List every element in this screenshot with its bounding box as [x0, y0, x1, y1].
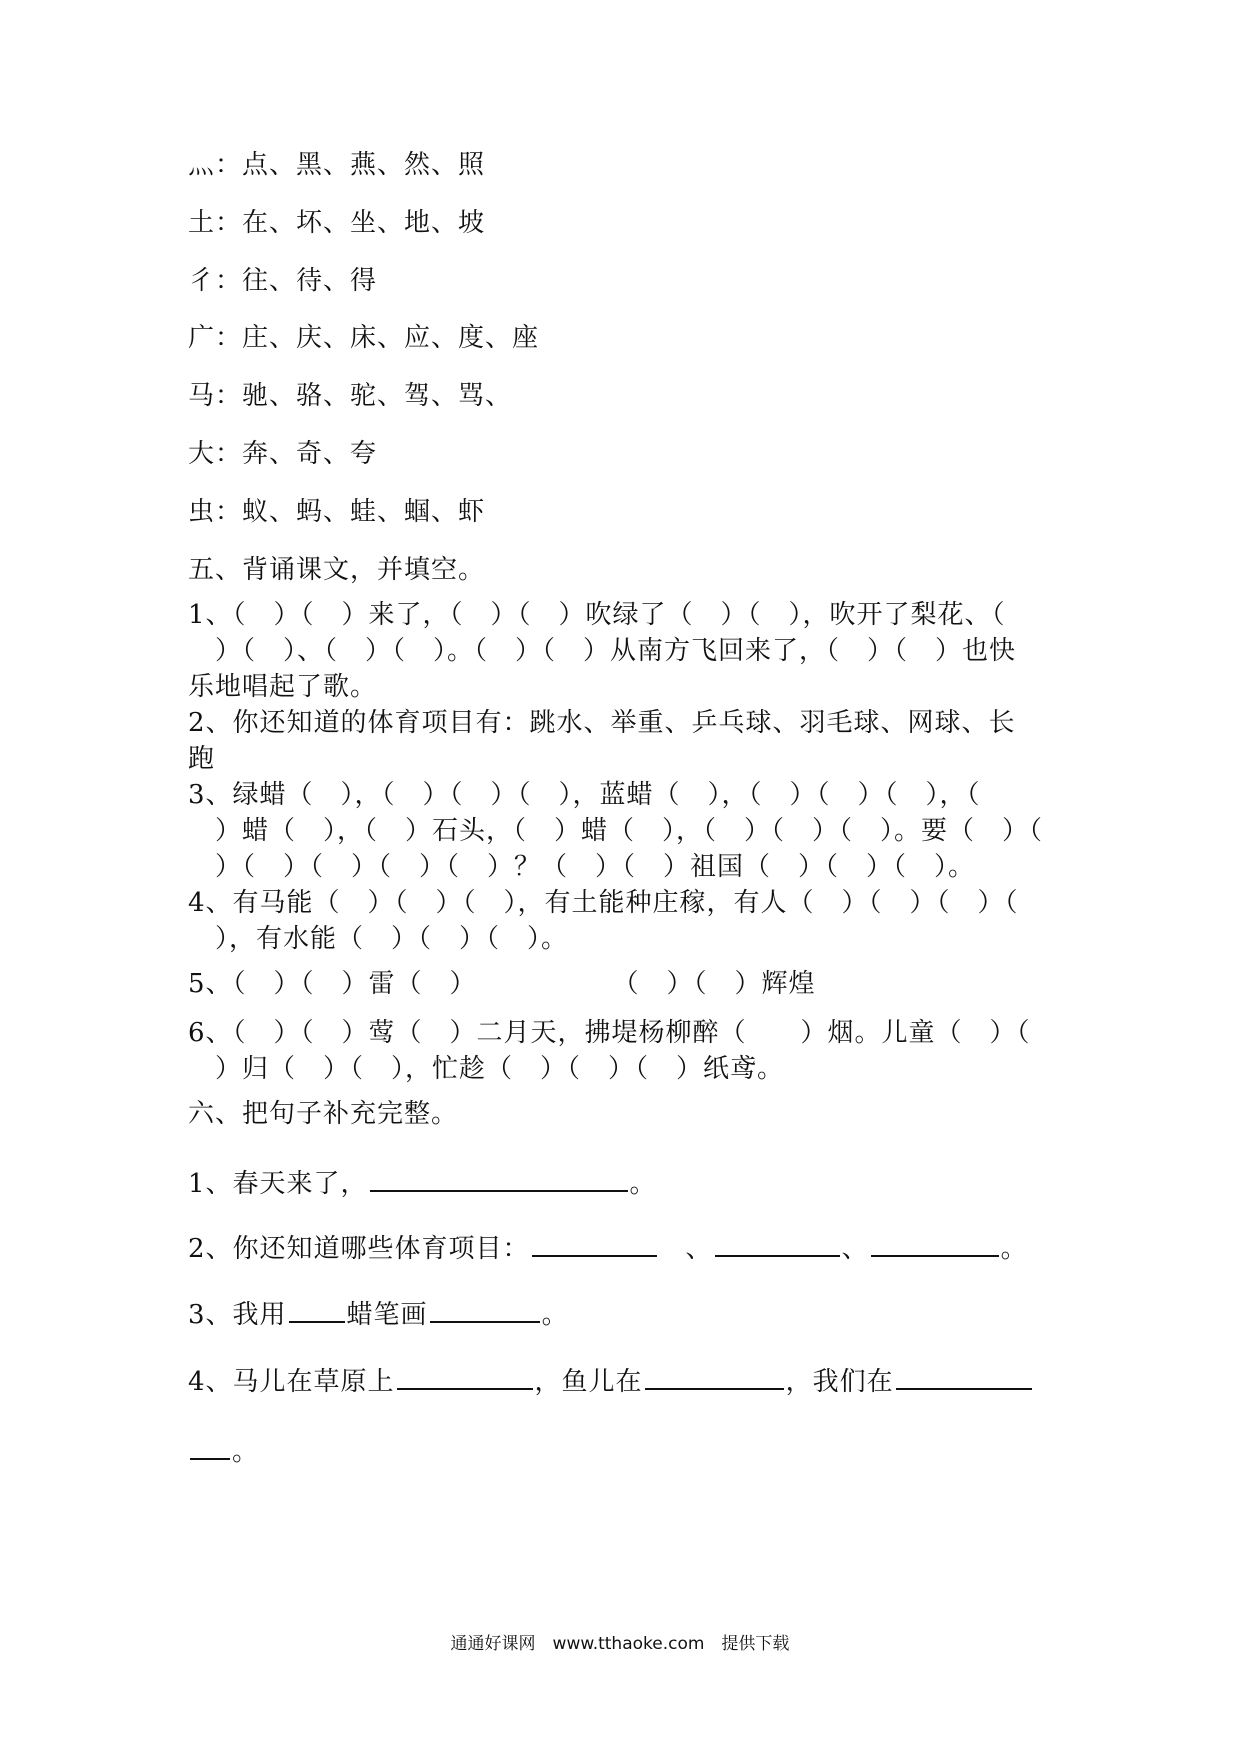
- answer-blank[interactable]: [289, 1295, 345, 1323]
- question-line: ）归（ ）（ ），忙趁（ ）（ ）（ ）纸鸢。: [188, 1054, 785, 1084]
- answer-blank[interactable]: [370, 1164, 628, 1192]
- section-title: 六、把句子补充完整。: [188, 1099, 459, 1129]
- answer-blank[interactable]: [896, 1362, 1032, 1390]
- question-line: ）（ ）（ ）（ ）（ ）？（ ）（ ）祖国（ ）（ ）（ ）。: [188, 852, 976, 882]
- radical-line: 虫：蚁、蚂、蛙、蝈、虾: [188, 497, 486, 527]
- sentence-text: 蜡笔画: [346, 1300, 428, 1330]
- radical-line: 彳：往、待、得: [188, 266, 378, 296]
- answer-blank[interactable]: [397, 1362, 533, 1390]
- sentence-text: 。: [1000, 1234, 1028, 1264]
- question-line: ）蜡（ ），（ ）石头，（ ）蜡（ ），（ ）（ ）（ ）。要（ ）（: [188, 816, 1044, 846]
- sentence-text: 1、春天来了，: [188, 1169, 368, 1199]
- radical-line: 大：奔、奇、夸: [188, 439, 378, 469]
- question-line: 跑: [188, 744, 216, 774]
- question-line: 6、（ ）（ ）莺（ ）二月天，拂堤杨柳醉（ ）烟。儿童（ ）（: [188, 1018, 1031, 1048]
- question-line: 2、你还知道的体育项目有：跳水、举重、乒乓球、羽毛球、网球、长: [188, 708, 1016, 738]
- sentence-text: 。: [232, 1437, 260, 1467]
- sentence-text: ，鱼儿在: [534, 1367, 643, 1397]
- footer-credit: 通通好课网 www.tthaoke.com 提供下载: [450, 1634, 790, 1654]
- answer-blank[interactable]: [430, 1295, 540, 1323]
- sentence-text: 、: [841, 1234, 869, 1264]
- radical-line: 广：庄、庆、床、应、度、座: [188, 323, 540, 353]
- question-line: 5、（ ）（ ）雷（ ） （ ）（ ）辉煌: [188, 969, 816, 999]
- answer-blank[interactable]: [715, 1229, 840, 1257]
- radical-line: 土：在、坏、坐、地、坡: [188, 208, 486, 238]
- sentence-4: [188, 1362, 1034, 1400]
- question-line: 乐地唱起了歌。: [188, 672, 378, 702]
- radical-line: 灬：点、黑、燕、然、照: [188, 150, 486, 180]
- question-line: ）（ ）、（ ）（ ）。（ ）（ ）从南方飞回来了，（ ）（ ）也快: [188, 636, 1017, 666]
- section-title: 五、背诵课文，并填空。: [188, 555, 486, 585]
- question-line: 1、（ ）（ ）来了，（ ）（ ）吹绿了（ ）（ ），吹开了梨花、（: [188, 600, 1006, 630]
- sentence-text: 2、你还知道哪些体育项目：: [188, 1234, 530, 1264]
- sentence-text: ，我们在: [785, 1367, 894, 1397]
- sentence-3: [188, 1295, 569, 1333]
- question-line: 3、绿蜡（ ），（ ）（ ）（ ），蓝蜡（ ），（ ）（ ）（ ），（: [188, 780, 981, 810]
- answer-blank[interactable]: [645, 1362, 784, 1390]
- sentence-text: 3、我用: [188, 1300, 287, 1330]
- question-line: 4、有马能（ ）（ ）（ ），有土能种庄稼，有人（ ）（ ）（ ）（: [188, 888, 1019, 918]
- sentence-text: 。: [629, 1169, 657, 1199]
- sentence-2: [188, 1229, 1028, 1267]
- answer-blank[interactable]: [871, 1229, 999, 1257]
- question-line: ），有水能（ ）（ ）（ ）。: [188, 924, 569, 954]
- answer-blank[interactable]: [532, 1229, 657, 1257]
- sentence-text: 4、马儿在草原上: [188, 1367, 395, 1397]
- sentence-1: [188, 1164, 657, 1202]
- answer-blank[interactable]: [190, 1432, 230, 1460]
- radical-line: 马：驰、骆、驼、驾、骂、: [188, 381, 513, 411]
- sentence-4-continued: [188, 1432, 259, 1470]
- sentence-text: 、: [658, 1234, 713, 1264]
- sentence-text: 。: [541, 1300, 569, 1330]
